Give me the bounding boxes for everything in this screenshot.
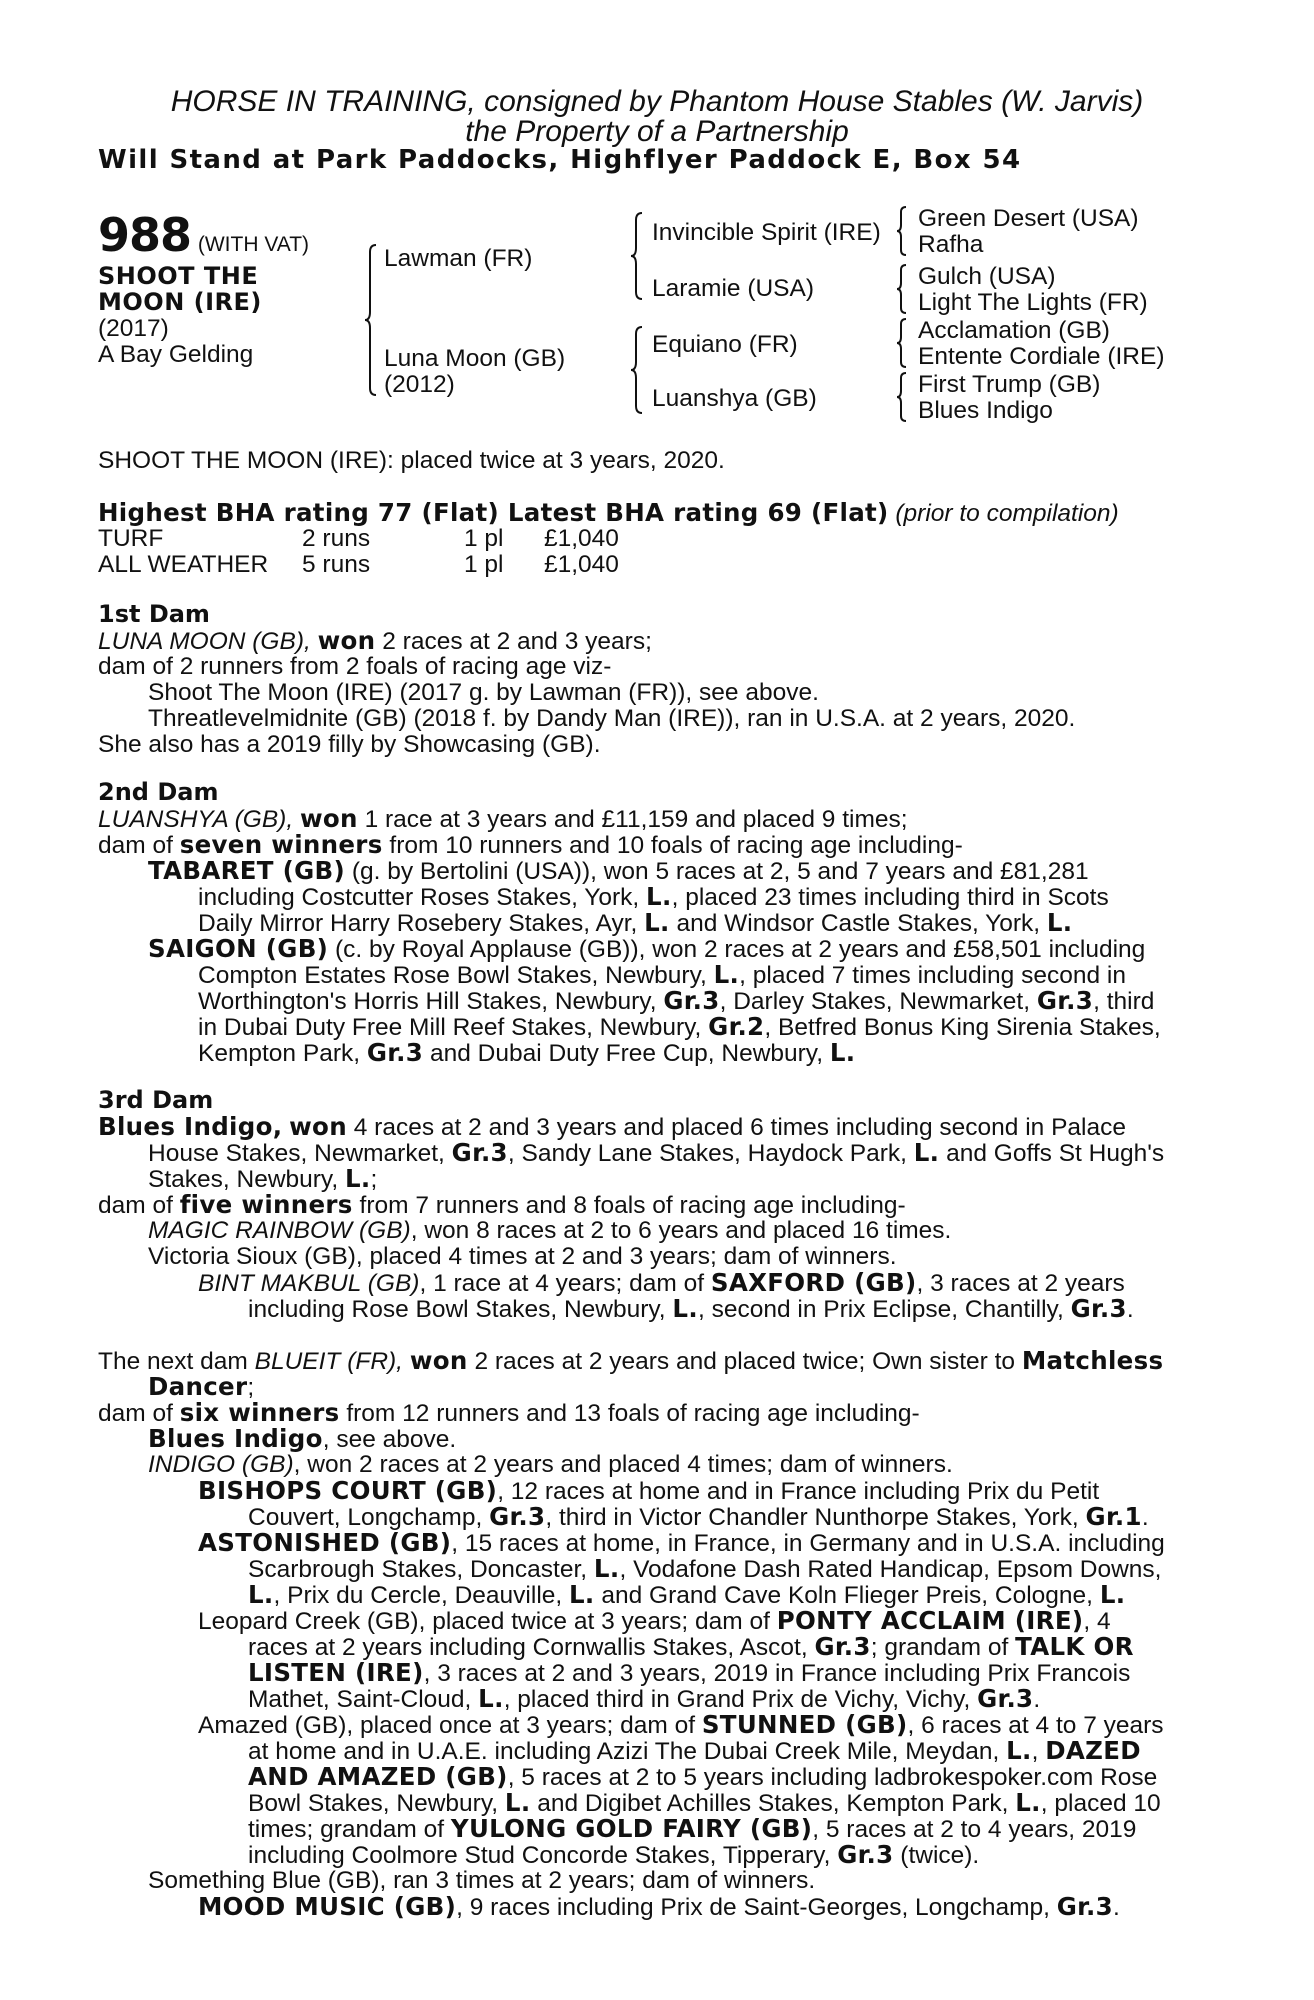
horse-description: A Bay Gelding bbox=[98, 341, 254, 368]
next-dam-line: including Coolmore Stud Concorde Stakes, Tipperary, Gr.3 (twice). bbox=[248, 1840, 980, 1869]
prize: £1,040 bbox=[544, 551, 619, 578]
dam-year: (2012) bbox=[384, 371, 455, 398]
runs: 5 runs bbox=[302, 551, 371, 578]
prize: £1,040 bbox=[544, 525, 619, 552]
next-dam-line: Mathet, Saint-Cloud, L., placed third in Grand Prix de Vichy, Vichy, Gr.3. bbox=[248, 1684, 1041, 1713]
runs: 2 runs bbox=[302, 525, 371, 552]
next-dam-line: MOOD MUSIC (GB), 9 races including Prix de Saint-Georges, Longchamp, Gr.3. bbox=[198, 1892, 1120, 1921]
next-dam-line: Amazed (GB), placed once at 3 years; dam of STUNNED (GB), 6 races at 4 to 7 years bbox=[198, 1710, 1164, 1739]
surface: ALL WEATHER bbox=[98, 551, 269, 578]
first-dam-heading: 1st Dam bbox=[98, 600, 210, 628]
pedigree-brace-sire bbox=[630, 212, 644, 300]
third-dam-line: Blues Indigo, won 4 races at 2 and 3 years and placed 6 times including second in Palace bbox=[98, 1112, 1126, 1141]
third-dam-heading: 3rd Dam bbox=[98, 1086, 214, 1114]
next-dam-line: Dancer; bbox=[148, 1372, 255, 1401]
third-dam-line: including Rose Bowl Stakes, Newbury, L., second in Prix Eclipse, Chantilly, Gr.3. bbox=[248, 1294, 1134, 1323]
second-dam-line: dam of seven winners from 10 runners and 10 foals of racing age including- bbox=[98, 830, 963, 859]
sire-dam: Laramie (USA) bbox=[652, 275, 815, 302]
second-dam-line: Worthington's Horris Hill Stakes, Newbury, Gr.3, Darley Stakes, Newmarket, Gr.3, third bbox=[198, 986, 1155, 1015]
placed: 1 pl bbox=[464, 551, 504, 578]
second-dam-line: Kempton Park, Gr.3 and Dubai Duty Free Cup, Newbury, L. bbox=[198, 1038, 856, 1067]
third-dam-line: Stakes, Newbury, L.; bbox=[148, 1164, 378, 1193]
third-dam-line: MAGIC RAINBOW (GB), won 8 races at 2 to 6 years and placed 16 times. bbox=[148, 1217, 952, 1244]
pedigree-brace-g2 bbox=[896, 264, 908, 314]
next-dam-line: LISTEN (IRE), 3 races at 2 and 3 years, 2019 in France including Prix Francois bbox=[248, 1658, 1131, 1687]
race-summary: SHOOT THE MOON (IRE): placed twice at 3 years, 2020. bbox=[98, 447, 725, 474]
pedigree-brace-g4 bbox=[896, 372, 908, 422]
dam-dam: Luanshya (GB) bbox=[652, 385, 817, 412]
property-line: the Property of a Partnership bbox=[465, 115, 849, 148]
dam-sire: Equiano (FR) bbox=[652, 331, 798, 358]
next-dam-line: Couvert, Longchamp, Gr.3, third in Victor Chandler Nunthorpe Stakes, York, Gr.1. bbox=[248, 1502, 1149, 1531]
placed: 1 pl bbox=[464, 525, 504, 552]
gg-2: Rafha bbox=[918, 231, 984, 258]
second-dam-line: including Costcutter Roses Stakes, York, L., placed 23 times including third in Scots bbox=[198, 882, 1109, 911]
third-dam-line: Victoria Sioux (GB), placed 4 times at 2 and 3 years; dam of winners. bbox=[148, 1243, 897, 1270]
second-dam-line: SAIGON (GB) (c. by Royal Applause (GB)), won 2 races at 2 years and £58,501 including bbox=[148, 934, 1146, 963]
lot-block bbox=[98, 208, 310, 262]
next-dam-line: Leopard Creek (GB), placed twice at 3 years; dam of PONTY ACCLAIM (IRE), 4 bbox=[198, 1606, 1111, 1635]
vat-note: (WITH VAT) bbox=[197, 233, 310, 256]
pedigree-brace-dam bbox=[630, 326, 644, 414]
gg-8: Blues Indigo bbox=[918, 397, 1053, 424]
first-dam-line: She also has a 2019 filly by Showcasing (GB). bbox=[98, 731, 601, 758]
surface: TURF bbox=[98, 525, 164, 552]
second-dam-line: Compton Estates Rose Bowl Stakes, Newbury, L., placed 7 times including second in bbox=[198, 960, 1126, 989]
next-dam-line: AND AMAZED (GB), 5 races at 2 to 5 years including ladbrokespoker.com Rose bbox=[248, 1762, 1158, 1791]
next-dam-line: INDIGO (GB), won 2 races at 2 years and placed 4 times; dam of winners. bbox=[148, 1451, 953, 1478]
next-dam-line: BISHOPS COURT (GB), 12 races at home and in France including Prix du Petit bbox=[198, 1476, 1100, 1505]
next-dam-line: The next dam BLUEIT (FR), won 2 races at 2 years and placed twice; Own sister to Matchless bbox=[98, 1346, 1164, 1375]
horse-name-2: MOON (IRE) bbox=[98, 288, 262, 316]
first-dam-line: Shoot The Moon (IRE) (2017 g. by Lawman (FR)), see above. bbox=[148, 679, 819, 706]
next-dam-line: Bowl Stakes, Newbury, L. and Digibet Achilles Stakes, Kempton Park, L., placed 10 bbox=[248, 1788, 1161, 1817]
first-dam-line: LUNA MOON (GB), won 2 races at 2 and 3 years; bbox=[98, 626, 652, 655]
first-dam-line: dam of 2 runners from 2 foals of racing age viz- bbox=[98, 653, 612, 680]
third-dam-line: BINT MAKBUL (GB), 1 race at 4 years; dam of SAXFORD (GB), 3 races at 2 years bbox=[198, 1268, 1125, 1297]
gg-7: First Trump (GB) bbox=[918, 371, 1101, 398]
first-dam-line: Threatlevelmidnite (GB) (2018 f. by Dandy Man (IRE)), ran in U.S.A. at 2 years, 2020. bbox=[148, 705, 1076, 732]
next-dam-line: ASTONISHED (GB), 15 races at home, in France, in Germany and in U.S.A. including bbox=[198, 1528, 1165, 1557]
second-dam-heading: 2nd Dam bbox=[98, 778, 219, 806]
dam-name: Luna Moon (GB) bbox=[384, 345, 566, 372]
pedigree-brace-g1 bbox=[896, 206, 908, 256]
ratings-text: Highest BHA rating 77 (Flat) Latest BHA rating 69 (Flat) bbox=[98, 498, 889, 527]
gg-3: Gulch (USA) bbox=[918, 263, 1056, 290]
third-dam-line: House Stakes, Newmarket, Gr.3, Sandy Lane Stakes, Haydock Park, L. and Goffs St Hugh's bbox=[148, 1138, 1165, 1167]
gg-5: Acclamation (GB) bbox=[918, 317, 1110, 344]
consignor-line: HORSE IN TRAINING, consigned by Phantom House Stables (W. Jarvis) bbox=[170, 85, 1144, 118]
horse-name-1: SHOOT THE bbox=[98, 262, 259, 290]
next-dam-line: races at 2 years including Cornwallis Stakes, Ascot, Gr.3; grandam of TALK OR bbox=[248, 1632, 1134, 1661]
sire-sire: Invincible Spirit (IRE) bbox=[652, 219, 881, 246]
next-dam-line: dam of six winners from 12 runners and 13 foals of racing age including- bbox=[98, 1398, 920, 1427]
next-dam-line: times; grandam of YULONG GOLD FAIRY (GB), 5 races at 2 to 4 years, 2019 bbox=[248, 1814, 1137, 1843]
sire-name: Lawman (FR) bbox=[384, 245, 533, 272]
next-dam-line: L., Prix du Cercle, Deauville, L. and Grand Cave Koln Flieger Preis, Cologne, L. bbox=[248, 1580, 1126, 1609]
next-dam-line: Something Blue (GB), ran 3 times at 2 years; dam of winners. bbox=[148, 1867, 816, 1894]
third-dam-line: dam of five winners from 7 runners and 8 foals of racing age including- bbox=[98, 1190, 906, 1219]
next-dam-line: Blues Indigo, see above. bbox=[148, 1424, 457, 1453]
second-dam-line: Daily Mirror Harry Rosebery Stakes, Ayr, L. and Windsor Castle Stakes, York, L. bbox=[198, 908, 1073, 937]
second-dam-line: LUANSHYA (GB), won 1 race at 3 years and £11,159 and placed 9 times; bbox=[98, 804, 908, 833]
gg-4: Light The Lights (FR) bbox=[918, 289, 1148, 316]
next-dam-line: Scarbrough Stakes, Doncaster, L., Vodafone Dash Rated Handicap, Epsom Downs, bbox=[248, 1554, 1162, 1583]
next-dam-line: at home and in U.A.E. including Azizi The Dubai Creek Mile, Meydan, L., DAZED bbox=[248, 1736, 1141, 1765]
gg-1: Green Desert (USA) bbox=[918, 205, 1139, 232]
stand-location: Will Stand at Park Paddocks, Highflyer Paddock E, Box 54 bbox=[98, 145, 1022, 175]
ratings-note: (prior to compilation) bbox=[895, 500, 1119, 527]
pedigree-brace-main bbox=[364, 244, 378, 396]
ratings-line bbox=[98, 500, 1119, 526]
gg-6: Entente Cordiale (IRE) bbox=[918, 343, 1165, 370]
second-dam-line: TABARET (GB) (g. by Bertolini (USA)), won 5 races at 2, 5 and 7 years and £81,281 bbox=[148, 856, 1089, 885]
horse-year: (2017) bbox=[98, 315, 169, 342]
second-dam-line: in Dubai Duty Free Mill Reef Stakes, Newbury, Gr.2, Betfred Bonus King Sirenia Stakes, bbox=[198, 1012, 1161, 1041]
lot-number: 988 bbox=[98, 208, 192, 262]
pedigree-brace-g3 bbox=[896, 318, 908, 368]
